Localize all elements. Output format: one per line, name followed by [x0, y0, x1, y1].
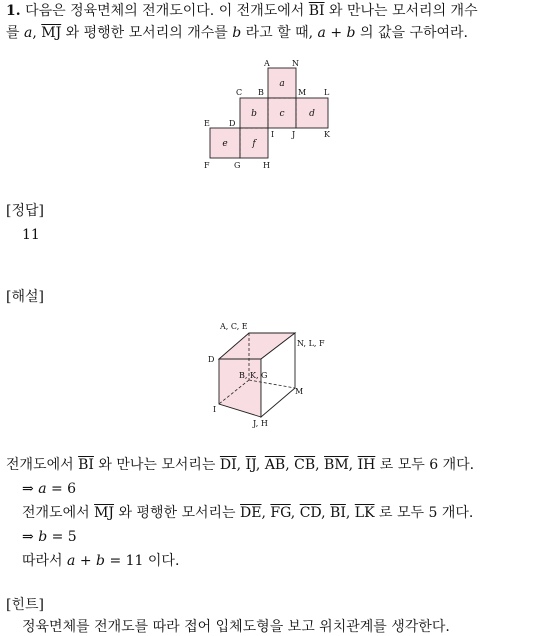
text-run: 로 모두 6 개다.: [375, 457, 475, 473]
segment-label: $\overline{AB}$: [264, 457, 286, 473]
cube-label-JH: J, H: [253, 419, 268, 428]
segment-label: $\overline{CB}$: [294, 457, 316, 473]
text-run: = 6: [46, 481, 77, 497]
face-label-f: f: [252, 139, 256, 149]
text-run: 로 모두 5 개다.: [374, 505, 474, 521]
face-label-e: e: [222, 139, 228, 149]
text-run: 의 값을 구하여라.: [355, 25, 468, 41]
solution-header: [해설]: [6, 289, 44, 305]
text-run: 와 만나는 모서리는: [93, 457, 220, 473]
vertex-K: K: [324, 130, 330, 139]
vertex-L: L: [324, 88, 330, 97]
segment-label: $\overline{DI}$: [219, 457, 237, 473]
face-label-b: b: [251, 109, 257, 119]
segment-label: $\overline{LK}$: [354, 505, 375, 521]
cube-label-BKG: B, K, G: [239, 371, 268, 380]
cube-front-face: [219, 359, 261, 417]
text-run: 를: [6, 25, 24, 41]
text-run: 다음은 정육면체의 전개도이다. 이 전개도에서: [25, 3, 309, 19]
variable: b: [96, 553, 105, 569]
text-run: 따라서: [22, 553, 68, 569]
text-run: ,: [32, 25, 42, 41]
solution-line-4: [22, 528, 77, 546]
vertex-C: C: [236, 88, 243, 97]
text-run: ,: [315, 457, 325, 473]
text-run: ,: [348, 457, 358, 473]
vertex-H: H: [263, 161, 270, 170]
cube-label-I: I: [213, 405, 217, 414]
solution-line-5: [22, 552, 179, 570]
vertex-N: N: [292, 59, 299, 68]
vertex-F: F: [204, 161, 210, 170]
text-run: +: [325, 25, 347, 41]
segment-label: $\overline{FG}$: [270, 505, 291, 521]
cube-label-ACE: A, C, E: [220, 322, 248, 331]
cube-net-figure: [200, 58, 340, 176]
variable: b: [38, 529, 48, 545]
solution-line-3: [22, 504, 473, 522]
cube-label-D: D: [208, 355, 215, 364]
text-run: ,: [261, 505, 271, 521]
cube-label-M: M: [295, 387, 304, 396]
face-label-a: a: [279, 79, 285, 89]
text-run: ,: [255, 457, 265, 473]
segment-label: $\overline{DE}$: [240, 505, 262, 521]
variable: b: [232, 25, 242, 41]
text-run: 와 평행한 모서리의 개수를: [61, 25, 233, 41]
segment-label: $\overline{BI}$: [78, 457, 94, 473]
text-run: 전개도에서: [6, 457, 79, 473]
segment-label: $\overline{IH}$: [357, 457, 376, 473]
text-run: ,: [321, 505, 331, 521]
text-run: ⇒: [22, 481, 39, 497]
face-label-d: d: [309, 109, 315, 119]
text-run: ,: [236, 457, 246, 473]
question-text-1: [25, 3, 478, 19]
vertex-E: E: [204, 119, 210, 128]
answer-value: 11: [22, 227, 40, 243]
text-run: 와 평행한 모서리는: [114, 505, 241, 521]
variable: a: [317, 25, 326, 41]
solution-line-1: [6, 456, 474, 474]
segment-label: $\overline{BI}$: [330, 505, 346, 521]
text-run: 전개도에서: [22, 505, 95, 521]
text-run: ⇒: [22, 529, 39, 545]
variable: a: [67, 553, 76, 569]
cube-label-NLF: N, L, F: [297, 339, 325, 348]
solution-line-2: [22, 480, 76, 498]
text-run: ,: [290, 505, 300, 521]
question-line-1: [6, 2, 478, 20]
segment-label: $\overline{BI}$: [308, 3, 325, 19]
question-line-2: [6, 24, 468, 42]
vertex-B: B: [258, 88, 264, 97]
vertex-G: G: [234, 161, 241, 170]
segment-label: $\overline{MJ}$: [94, 505, 115, 521]
segment-label: $\overline{BM}$: [324, 457, 349, 473]
text-run: ,: [285, 457, 295, 473]
cube-figure: [205, 318, 335, 430]
variable: a: [38, 481, 47, 497]
text-run: 와 만나는 모서리의 개수: [324, 3, 478, 19]
text-run: = 11 이다.: [105, 553, 180, 569]
variable: a: [23, 25, 33, 41]
text-run: = 5: [47, 529, 77, 545]
face-label-c: c: [279, 109, 285, 119]
vertex-D: D: [229, 119, 236, 128]
vertex-A: A: [264, 59, 270, 68]
segment-label: $\overline{IJ}$: [245, 457, 256, 473]
hint-text: 정육면체를 전개도를 따라 접어 입체도형을 보고 위치관계를 생각한다.: [22, 619, 450, 635]
segment-label: $\overline{MJ}$: [41, 25, 62, 41]
text-run: 라고 할 때,: [241, 25, 318, 41]
question-number: 1.: [6, 3, 21, 19]
text-run: +: [75, 553, 97, 569]
hint-header: [힌트]: [6, 597, 44, 613]
segment-label: $\overline{CD}$: [299, 505, 322, 521]
vertex-J: J: [292, 130, 296, 139]
variable: b: [346, 25, 356, 41]
answer-header: [정답]: [6, 203, 44, 219]
text-run: ,: [345, 505, 355, 521]
vertex-I: I: [271, 130, 275, 139]
vertex-M: M: [298, 88, 307, 97]
